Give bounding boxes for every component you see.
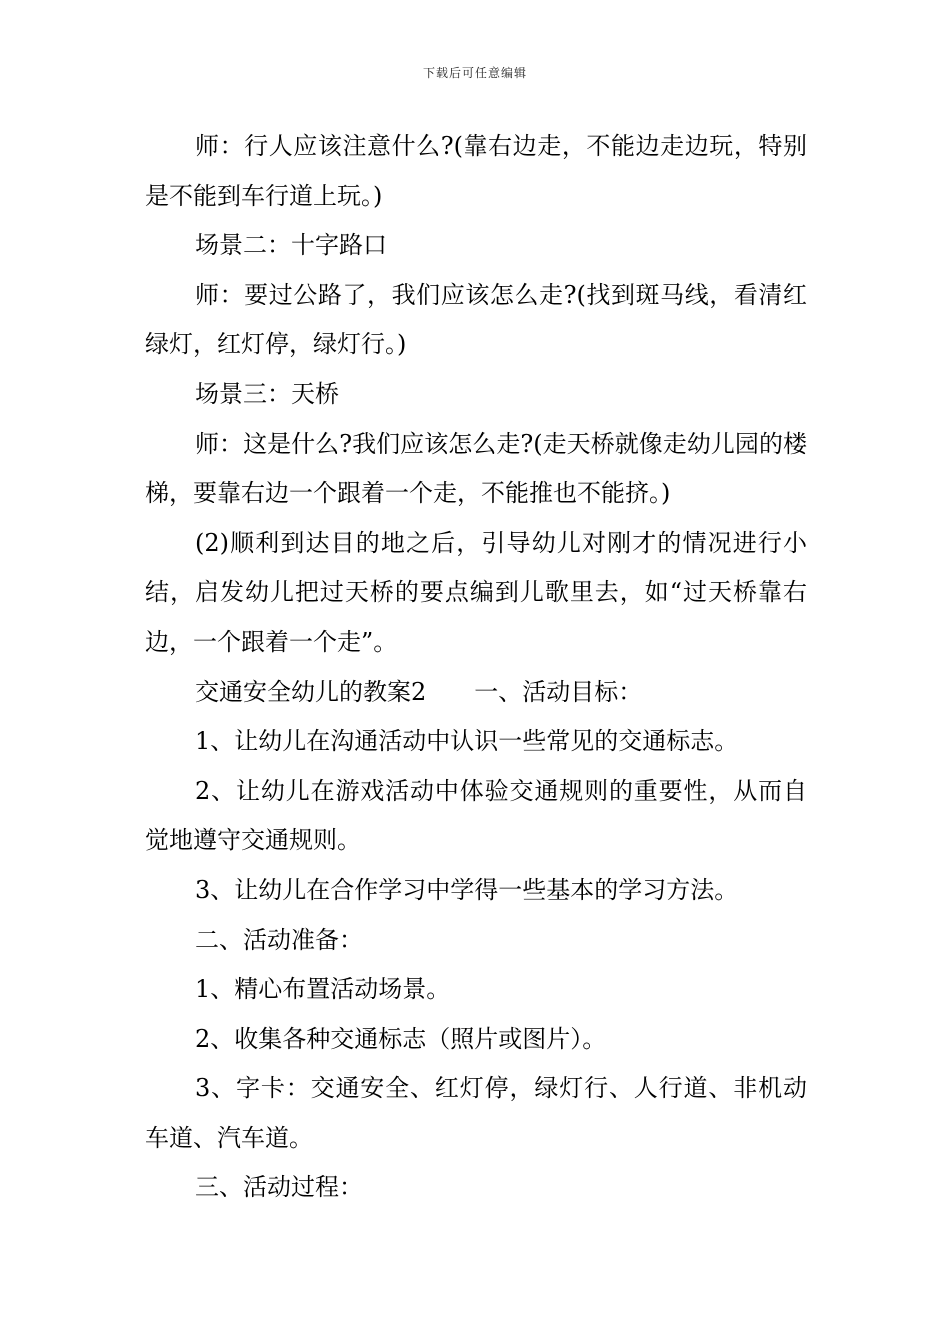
paragraph-3: 师：要过公路了，我们应该怎么走?(找到斑马线，看清红绿灯，红灯停，绿灯行。): [145, 280, 807, 359]
paragraph-2: 场景二：十字路口: [195, 231, 387, 260]
page-header: 下载后可任意编辑: [422, 66, 527, 80]
paragraph-14: 3、字卡：交通安全、红灯停，绿灯行、人行道、非机动车道、汽车道。: [145, 1074, 807, 1152]
paragraph-9: 2、让幼儿在游戏活动中体验交通规则的重要性，从而自觉地遵守交通规则。: [145, 776, 807, 855]
paragraph-12: 1、精心布置活动场景。: [195, 975, 451, 1004]
document-body: [145, 122, 807, 1213]
paragraph-11: 二、活动准备：: [195, 925, 363, 954]
paragraph-6: (2)顺利到达目的地之后，引导幼儿对刚才的情况进行小结，启发幼儿把过天桥的要点编到儿歌里去，如“过天桥靠右边，一个跟着一个走”。: [145, 528, 807, 656]
paragraph-1: 师：行人应该注意什么?(靠右边走，不能边走边玩，特别是不能到车行道上玩。): [145, 132, 807, 210]
paragraph-4: 场景三：天桥: [195, 379, 339, 408]
paragraph-7: 交通安全幼儿的教案2 一、活动目标：: [195, 677, 643, 706]
paragraph-10: 3、让幼儿在合作学习中学得一些基本的学习方法。: [195, 875, 739, 904]
paragraph-15: 三、活动过程：: [195, 1173, 363, 1202]
paragraph-13: 2、收集各种交通标志（照片或图片）。: [195, 1024, 607, 1053]
paragraph-5: 师：这是什么?我们应该怎么走?(走天桥就像走幼儿园的楼梯，要靠右边一个跟着一个走，不能推也不能挤。): [145, 429, 807, 508]
paragraph-8: 1、让幼儿在沟通活动中认识一些常见的交通标志。: [195, 727, 739, 756]
